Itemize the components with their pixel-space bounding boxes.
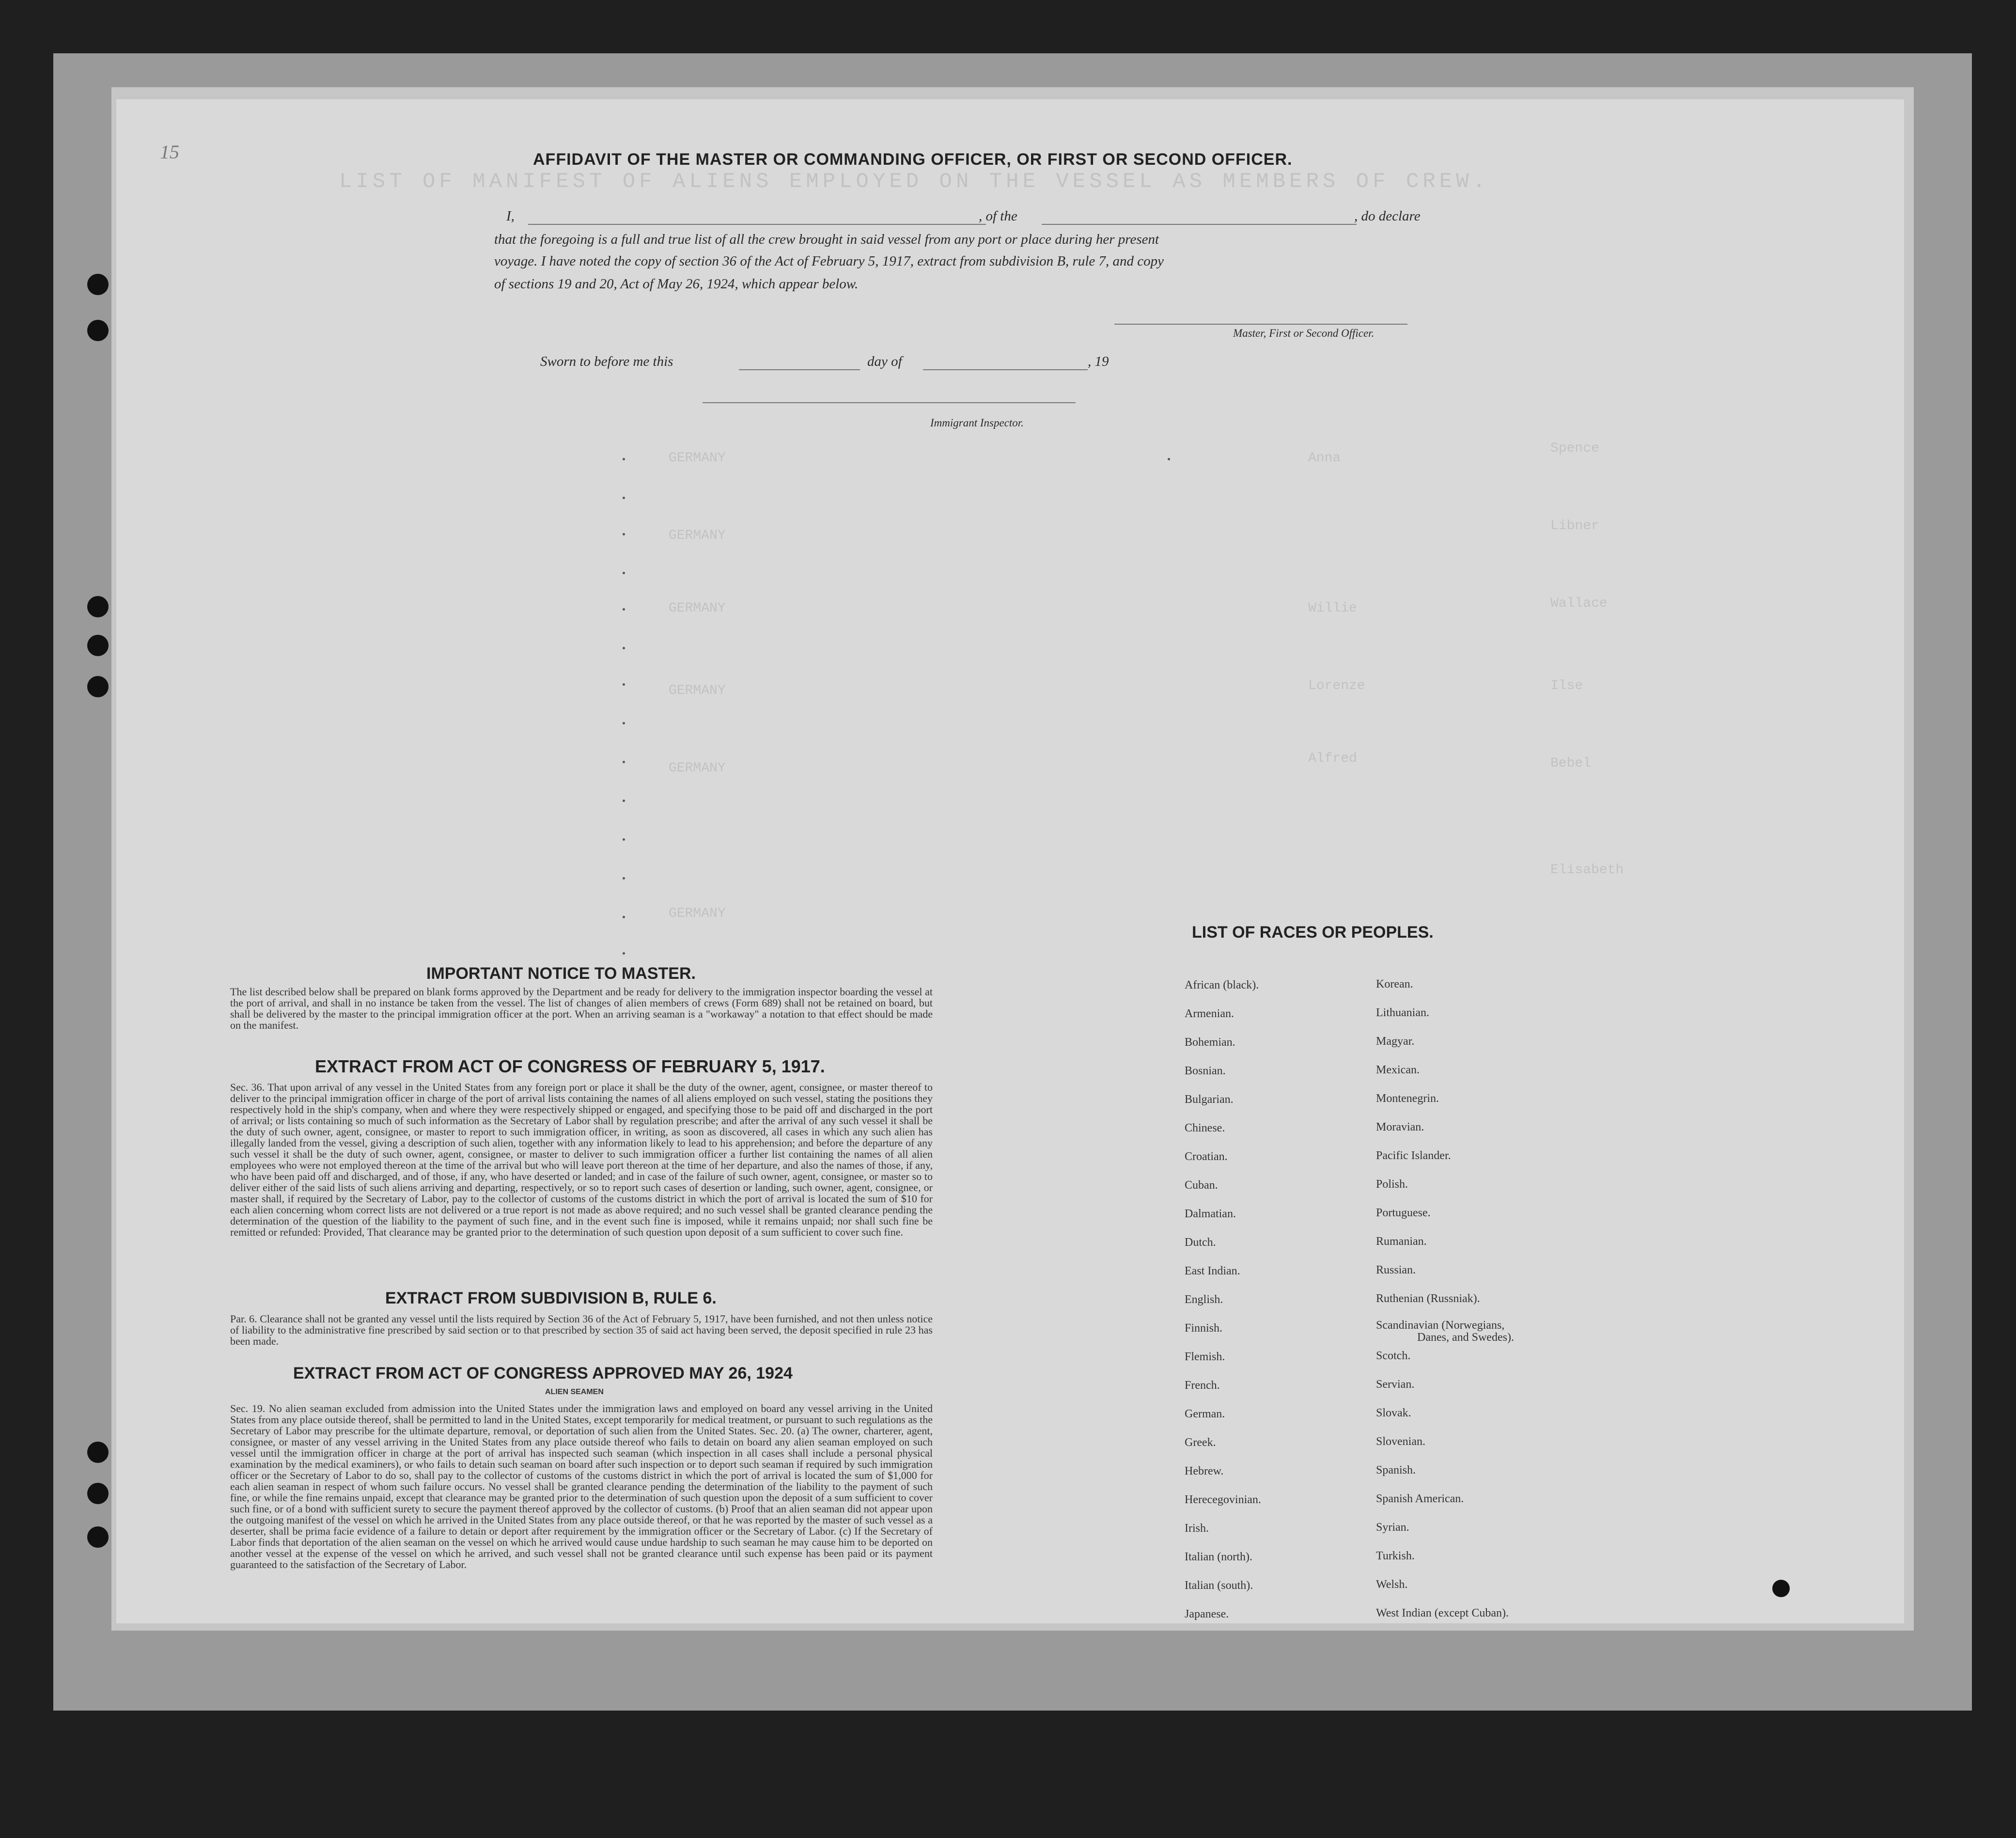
dot xyxy=(623,533,625,535)
extract-1924-title: EXTRACT FROM ACT OF CONGRESS APPROVED MAY 26, 1924 xyxy=(293,1364,793,1382)
race-item: Welsh. xyxy=(1376,1578,1408,1591)
race-item: Greek. xyxy=(1185,1436,1216,1449)
race-item: Scotch. xyxy=(1376,1350,1411,1362)
dot xyxy=(623,800,625,802)
race-item: Russian. xyxy=(1376,1264,1416,1276)
page-number: 15 xyxy=(160,141,179,163)
affidavit-line-2: that the foregoing is a full and true list of all the crew brought in said vessel from any port or place during her present xyxy=(494,232,1159,247)
bleed-through-text: Libner xyxy=(1550,518,1599,534)
race-item: African (black). xyxy=(1185,979,1259,991)
dot xyxy=(623,877,625,880)
race-item: Cuban. xyxy=(1185,1179,1218,1192)
extract-1917-text: Sec. 36. That upon arrival of any vessel in the United States from any foreign port or place it shall be the duty of the owner, agent, consignee, or master thereof to deliver to the principal immigration officer in charge of the port of arrival lists containing the names of all aliens employed on such vessel, stating the positions they respectively hold in the ship's company, when and where they were respectively shipped or engaged, and specifying those to be paid off and discharged in the port of arrival; or lists containing so much of such information as the Secretary of Labor shall by regulation prescribe; and after the arrival of any such vessel it shall be the duty of such owner, agent, consignee, or master to report to such immigration officer, in writing, as soon as discovered, all cases in which any such alien has illegally landed from the vessel, giving a description of such alien, together with any information likely to lead to his apprehension; and before the departure of any such vessel it shall be the duty of such owner, agent, consignee, or master to deliver to such immigration officer a further list containing the names of all alien employees who were not employed thereon at the time of the arrival but who will leave port thereon at the time of her departure, and also the names of those, if any, who have been paid off and discharged, and of those, if any, who have deserted or landed; and in case of the failure of such owner, agent, consignee, or master so to deliver either of the said lists of such aliens arriving and departing, respectively, or so to report such cases of desertion or landing, such owner, agent, consignee, or master shall, if required by the Secretary of Labor, pay to the collector of customs of the customs district in which the port of arrival is located the sum of $10 for each alien concerning whom correct lists are not delivered or a true report is not made as above required; and no such vessel shall be granted clearance pending the determination of the question of the liability to the payment of such fine, and in the event such fine is imposed, while it remains unpaid; nor shall such fine be remitted or refunded: Provided, That clearance may be granted prior to the determination of such question upon deposit of a sum sufficient to cover such fine. xyxy=(230,1081,933,1238)
sworn-day-of: day of xyxy=(867,354,902,369)
dot xyxy=(623,458,625,460)
race-item: Syrian. xyxy=(1376,1521,1409,1534)
dot xyxy=(623,916,625,918)
race-item: Italian (north). xyxy=(1185,1551,1252,1563)
race-item: English. xyxy=(1185,1293,1223,1306)
race-item: Flemish. xyxy=(1185,1351,1225,1363)
dot xyxy=(623,608,625,611)
affidavit-title: AFFIDAVIT OF THE MASTER OR COMMANDING OFFICER, OR FIRST OR SECOND OFFICER. xyxy=(533,150,1293,169)
race-item: Bulgarian. xyxy=(1185,1093,1234,1106)
race-item: Spanish American. xyxy=(1376,1492,1464,1505)
bleed-through-text: Spence xyxy=(1550,441,1599,456)
race-item: Spanish. xyxy=(1376,1464,1416,1477)
race-item: Portuguese. xyxy=(1376,1207,1431,1219)
race-item: Mexican. xyxy=(1376,1064,1420,1076)
race-item: Turkish. xyxy=(1376,1550,1415,1562)
dot xyxy=(1168,458,1170,460)
punch-hole xyxy=(87,274,109,295)
race-item: Rumanian. xyxy=(1376,1235,1427,1248)
bleed-through-text: Ilse xyxy=(1550,678,1583,693)
dot xyxy=(623,838,625,841)
race-item: French. xyxy=(1185,1379,1220,1392)
bleed-through-text: GERMANY xyxy=(669,683,726,698)
race-item: Armenian. xyxy=(1185,1007,1234,1020)
affidavit-line-4: of sections 19 and 20, Act of May 26, 1924, which appear below. xyxy=(494,276,859,292)
vessel-blank[interactable] xyxy=(1042,224,1357,225)
race-item: Chinese. xyxy=(1185,1122,1225,1134)
races-title: LIST OF RACES OR PEOPLES. xyxy=(1192,923,1434,942)
inspector-label: Immigrant Inspector. xyxy=(930,417,1024,429)
extract-1924-text: Sec. 19. No alien seaman excluded from admission into the United States under the immigration laws and employed on board any vessel arriving in the United States from any place outside thereof, shall be permitted to land in the United States, except temporarily for medical treatment, or pursuant to such regulations as the Secretary of Labor may prescribe for the ultimate departure, removal, or deportation of such alien from the United States. Sec. 20. (a) The owner, charterer, agent, consignee, or master of any vessel arriving in the United States from any place outside thereof who fails to detain on board any alien seaman employed on such vessel until the immigration officer in charge at the port of arrival has inspected such seaman (which inspection in all cases shall include a personal physical examination by the medical examiners), or who fails to detain such seaman on board after such inspection or to deport such seaman if required by such immigration officer or the Secretary of Labor to do so, shall pay to the collector of customs of the customs district in which the port of arrival is located the sum of $1,000 for each alien seaman in respect of whom such failure occurs. No vessel shall be granted clearance pending the determination of the liability to the payment of such fine, or while the fine remains unpaid, except that clearance may be granted prior to the determination of such question upon the deposit of a sum sufficient to cover such fine, or of a bond with sufficient surety to secure the payment thereof approved by the collector of customs. (b) Proof that an alien seaman did not appear upon the outgoing manifest of the vessel on which he arrived in the United States from any place outside thereof, or that he was reported by the master of such vessel as a deserter, shall be prima facie evidence of a failure to detain or deport after requirement by the immigration officer or the Secretary of Labor. (c) If the Secretary of Labor finds that deportation of the alien seaman on the vessel on which he arrived would cause undue hardship to such seaman he may cause him to be deported on another vessel at the expense of the vessel on which he arrived, and such vessel shall not be granted clearance until such expense has been paid or its payment guaranteed to the satisfaction of the Secretary of Labor. xyxy=(230,1402,933,1571)
dot xyxy=(623,952,625,955)
race-item: Italian (south). xyxy=(1185,1579,1253,1592)
bleed-through-text: GERMANY xyxy=(669,761,726,776)
notice-title: IMPORTANT NOTICE TO MASTER. xyxy=(426,964,696,983)
bleed-through-text: Bebel xyxy=(1550,756,1592,771)
officer-label: Master, First or Second Officer. xyxy=(1233,327,1375,339)
bleed-through-text: GERMANY xyxy=(669,906,726,921)
race-item: Finnish. xyxy=(1185,1322,1223,1335)
bleed-through-text: GERMANY xyxy=(669,451,726,466)
punch-hole xyxy=(1772,1580,1790,1597)
punch-hole xyxy=(87,596,109,617)
bleed-through-text: Anna xyxy=(1308,451,1341,466)
dot xyxy=(623,572,625,574)
race-item: Hebrew. xyxy=(1185,1465,1224,1477)
race-item: Japanese. xyxy=(1185,1608,1229,1620)
punch-hole xyxy=(87,635,109,656)
sworn-year: , 19 xyxy=(1088,354,1109,369)
dot xyxy=(623,647,625,649)
extract-1917-title: EXTRACT FROM ACT OF CONGRESS OF FEBRUARY 5, 1917. xyxy=(315,1056,825,1076)
affidavit-do-declare: , do declare xyxy=(1354,208,1421,224)
bleed-through-text: Alfred xyxy=(1308,751,1357,766)
punch-hole xyxy=(87,1526,109,1548)
race-item: Irish. xyxy=(1185,1522,1209,1535)
race-item: Bohemian. xyxy=(1185,1036,1235,1049)
officer-signature-line[interactable] xyxy=(1114,324,1407,325)
race-item: Croatian. xyxy=(1185,1150,1228,1163)
bleed-through-text: GERMANY xyxy=(669,528,726,543)
inspector-signature-line[interactable] xyxy=(703,402,1076,403)
race-item: Moravian. xyxy=(1376,1121,1424,1133)
document-page xyxy=(116,99,1904,1623)
bleed-through-text: Lorenze xyxy=(1308,678,1365,693)
punch-hole xyxy=(87,1442,109,1463)
race-item: Slovenian. xyxy=(1376,1435,1425,1448)
sworn-month-blank[interactable] xyxy=(923,369,1088,370)
sworn-day-blank[interactable] xyxy=(739,369,860,370)
dot xyxy=(623,761,625,763)
notice-text: The list described below shall be prepared on blank forms approved by the Department and be ready for delivery to the immigration inspector boarding the vessel at the port of arrival, and shall in no instance be taken from the vessel. The list of changes of alien members of crews (Form 689) shall not be retained on board, but shall be delivered by the master to the principal immigration officer at the port. When an arriving seaman is a "workaway" a notation to that effect should be made on the manifest. xyxy=(230,986,933,1031)
race-item: Dalmatian. xyxy=(1185,1208,1236,1220)
name-blank[interactable] xyxy=(528,224,986,225)
race-item: Magyar. xyxy=(1376,1035,1415,1048)
race-item: Slovak. xyxy=(1376,1407,1411,1419)
race-item: Scandinavian (Norwegians, xyxy=(1376,1319,1505,1332)
punch-hole xyxy=(87,320,109,341)
dot xyxy=(623,722,625,724)
bleed-through-text: GERMANY xyxy=(669,601,726,616)
bleed-through-text: Willie xyxy=(1308,601,1357,616)
race-item: Dutch. xyxy=(1185,1236,1216,1249)
subdivision-text: Par. 6. Clearance shall not be granted any vessel until the lists required by Section 36 of the Act of February 5, 1917, have been furnished, and not then unless notice of liability to the administrative fine prescribed by said section or to that prescribed by section 35 of said act having been served, the deposit specified in rule 23 has been made. xyxy=(230,1313,933,1347)
race-item: Bosnian. xyxy=(1185,1065,1226,1077)
race-item: German. xyxy=(1185,1408,1225,1420)
race-item: East Indian. xyxy=(1185,1265,1240,1277)
subdivision-title: EXTRACT FROM SUBDIVISION B, RULE 6. xyxy=(385,1289,717,1307)
race-item-continuation: Danes, and Swedes). xyxy=(1417,1331,1514,1344)
race-item: Servian. xyxy=(1376,1378,1415,1391)
race-item: Pacific Islander. xyxy=(1376,1149,1451,1162)
sworn-label: Sworn to before me this xyxy=(540,354,673,369)
dot xyxy=(623,497,625,499)
bleed-through-text: Wallace xyxy=(1550,596,1608,611)
affidavit-i: I, xyxy=(506,208,515,224)
race-item: Ruthenian (Russniak). xyxy=(1376,1292,1480,1305)
race-item: Herecegovinian. xyxy=(1185,1493,1261,1506)
affidavit-of-the: , of the xyxy=(979,208,1017,224)
affidavit-line-3: voyage. I have noted the copy of section 36 of the Act of February 5, 1917, extract from subdivision B, rule 7, and copy xyxy=(494,253,1164,269)
race-item: Polish. xyxy=(1376,1178,1408,1191)
bleed-through-text: LIST OF MANIFEST OF ALIENS EMPLOYED ON THE VESSEL AS MEMBERS OF CREW. xyxy=(339,170,1489,194)
punch-hole xyxy=(87,1483,109,1504)
race-item: West Indian (except Cuban). xyxy=(1376,1607,1509,1619)
dot xyxy=(623,683,625,686)
race-item: Lithuanian. xyxy=(1376,1006,1429,1019)
extract-1924-subtitle: ALIEN SEAMEN xyxy=(545,1388,604,1396)
race-item: Montenegrin. xyxy=(1376,1092,1439,1105)
bleed-through-text: Elisabeth xyxy=(1550,863,1624,878)
punch-hole xyxy=(87,676,109,697)
race-item: Korean. xyxy=(1376,978,1413,990)
